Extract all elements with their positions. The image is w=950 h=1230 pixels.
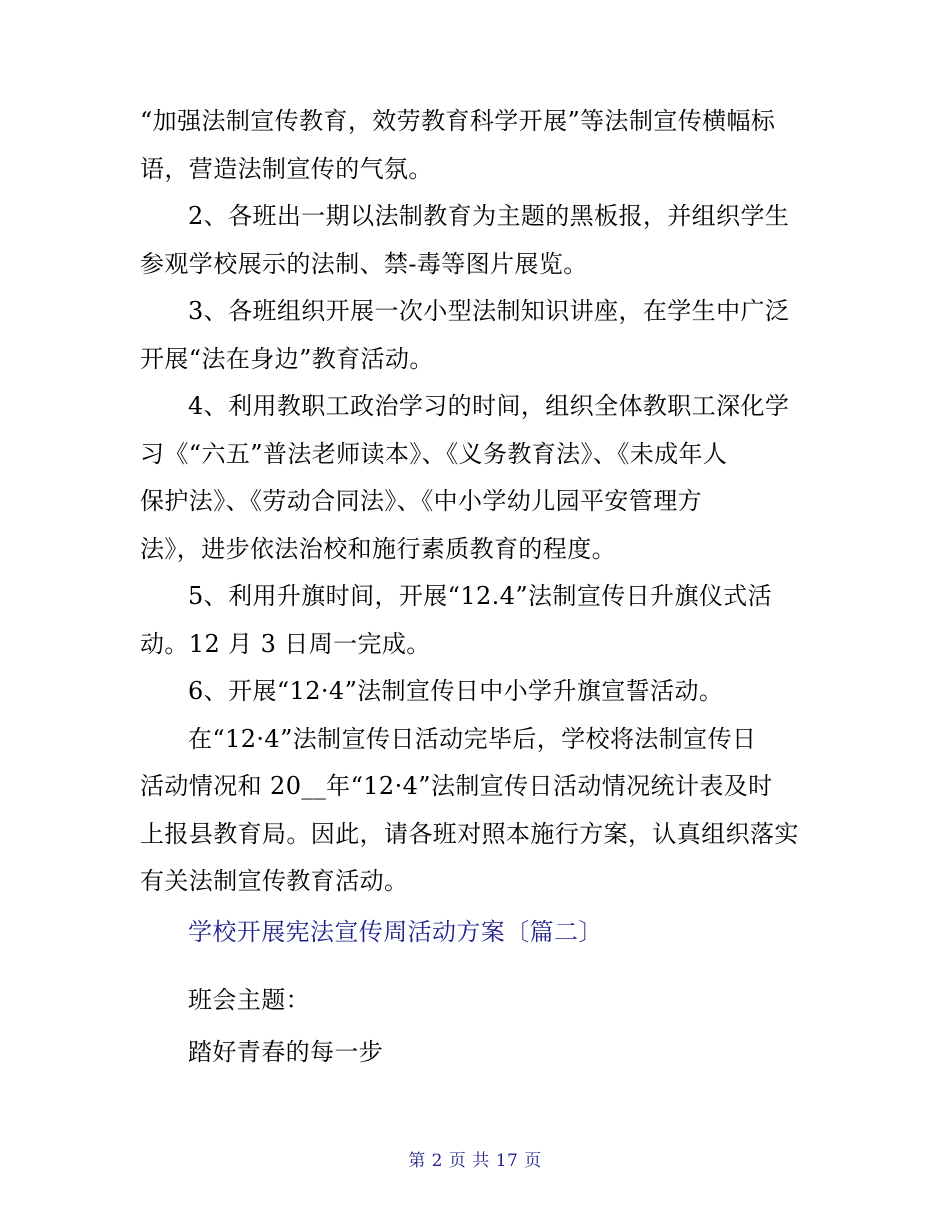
paragraph-line: 在“12·4”法制宣传日活动完毕后，学校将法制宣传日 [188,724,757,753]
paragraph-line: 4、利用教职工政治学习的时间，组织全体教职工深化学 [188,392,790,420]
paragraph-line: 保护法》、《劳动合同法》、《中小学幼儿园平安管理方 [140,487,702,515]
paragraph-line: 活动情况和 20__年“12·4”法制宣传日活动情况统计表及时 [140,772,773,800]
paragraph-line: “加强法制宣传教育，效劳教育科学开展”等法制宣传横幅标 [140,107,776,135]
paragraph-line: 上报县教育局。因此，请各班对照本施行方案，认真组织落实 [140,819,799,848]
paragraph-line: 开展“法在身边”教育活动。 [140,344,434,373]
spacer [140,958,820,974]
class-meeting-topic: 踏好青春的每一步 [188,1037,384,1066]
document-body [140,98,820,1078]
paragraph-line: 有关法制宣传教育活动。 [140,867,409,895]
page-indicator: 第 2 页 共 17 页 [408,1151,542,1171]
paragraph-line: 法》，进步依法治校和施行素质教育的程度。 [140,534,616,563]
paragraph-line: 语，营造法制宣传的气氛。 [140,154,433,183]
paragraph-line: 3、各班组织开展一次小型法制知识讲座，在学生中广泛 [188,297,790,325]
paragraph-line: 参观学校展示的法制、禁-毒等图片展览。 [140,249,588,278]
paragraph-line: 5、利用升旗时间，开展“12.4”法制宣传日升旗仪式活 [188,582,773,610]
paragraph-line: 6、开展“12·4”法制宣传日中小学升旗宣誓活动。 [188,677,724,705]
paragraph-line: 2、各班出一期以法制教育为主题的黑板报，并组织学生 [188,202,790,230]
section-heading: 学校开展宪法宣传周活动方案〔篇二〕 [188,917,603,946]
class-meeting-label: 班会主题： [188,985,310,1014]
paragraph-line: 动。12 月 3 日周一完成。 [140,629,431,658]
paragraph-line: 习《“六五”普法老师读本》、《义务教育法》、《未成年人 [140,439,728,468]
